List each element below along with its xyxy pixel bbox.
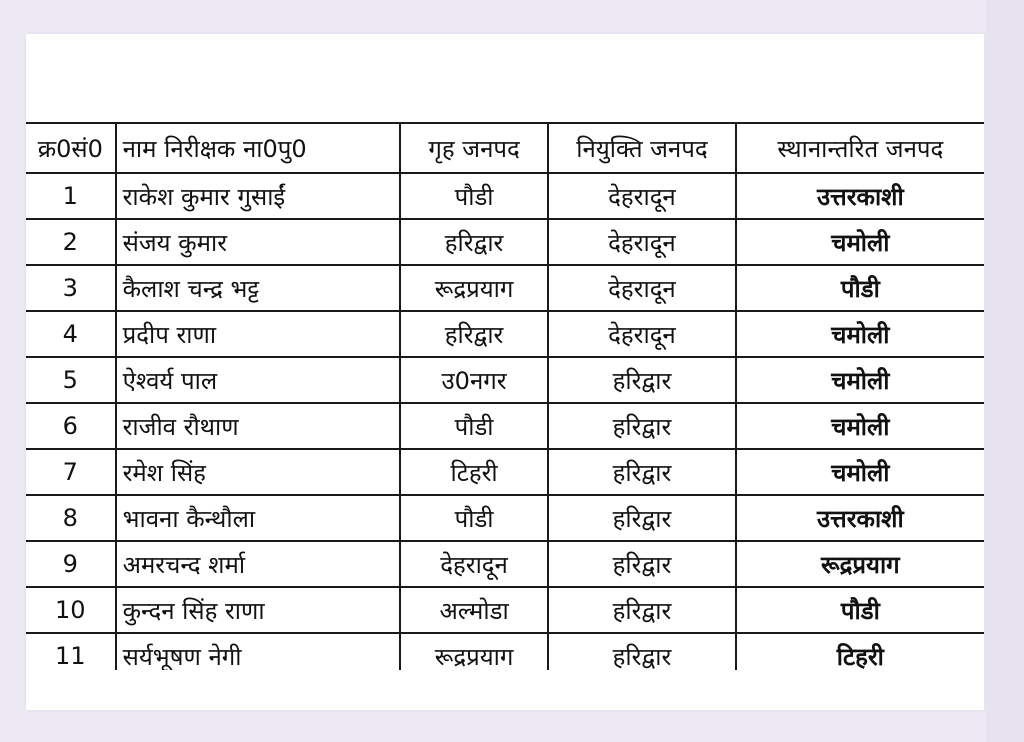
background-strip [986,0,1024,742]
table-row [26,495,984,541]
table-row [26,311,984,357]
cell-transfer-district: उत्तरकाशी [736,173,984,219]
cell-transfer-district: टिहरी [736,633,984,670]
cell-serial-number: 11 [26,633,116,670]
table-row [26,587,984,633]
cell-inspector-name: रमेश सिंह [116,449,400,495]
cell-inspector-name: राजीव रौथाण [116,403,400,449]
cell-serial-number: 3 [26,265,116,311]
cell-serial-number: 2 [26,219,116,265]
header-posting-district: नियुक्ति जनपद [548,123,735,173]
table-header-row [26,123,984,173]
header-transfer-district: स्थानान्तरित जनपद [736,123,984,173]
table-row [26,633,984,670]
document-page [26,34,984,710]
cell-serial-number: 9 [26,541,116,587]
table-row [26,357,984,403]
cell-home-district: अल्मोडा [400,587,548,633]
cell-transfer-district: पौडी [736,265,984,311]
cell-home-district: उ0नगर [400,357,548,403]
cell-inspector-name: ऐश्वर्य पाल [116,357,400,403]
cell-home-district: पौडी [400,403,548,449]
table-row [26,449,984,495]
cell-inspector-name: प्रदीप राणा [116,311,400,357]
cell-posting-district: हरिद्वार [548,541,735,587]
cell-serial-number: 7 [26,449,116,495]
transfer-table [26,122,984,670]
cell-inspector-name: संजय कुमार [116,219,400,265]
cell-home-district: रूद्रप्रयाग [400,633,548,670]
cell-home-district: टिहरी [400,449,548,495]
cell-posting-district: हरिद्वार [548,449,735,495]
cell-serial-number: 10 [26,587,116,633]
table-row [26,541,984,587]
cell-posting-district: देहरादून [548,173,735,219]
cell-home-district: पौडी [400,495,548,541]
cell-transfer-district: चमोली [736,403,984,449]
cell-home-district: पौडी [400,173,548,219]
cell-inspector-name: कैलाश चन्द्र भट्ट [116,265,400,311]
cell-serial-number: 5 [26,357,116,403]
cell-serial-number: 1 [26,173,116,219]
cell-transfer-district: पौडी [736,587,984,633]
transfer-table-container [26,122,984,670]
cell-posting-district: हरिद्वार [548,495,735,541]
cell-inspector-name: सर्यभूषण नेगी [116,633,400,670]
table-row [26,219,984,265]
cell-home-district: देहरादून [400,541,548,587]
cell-serial-number: 8 [26,495,116,541]
table-row [26,403,984,449]
table-row [26,173,984,219]
cell-serial-number: 4 [26,311,116,357]
header-home-district: गृह जनपद [400,123,548,173]
cell-transfer-district: उत्तरकाशी [736,495,984,541]
cell-posting-district: हरिद्वार [548,633,735,670]
cell-inspector-name: भावना कैन्थौला [116,495,400,541]
cell-inspector-name: राकेश कुमार गुसाईं [116,173,400,219]
cell-inspector-name: कुन्दन सिंह राणा [116,587,400,633]
cell-serial-number: 6 [26,403,116,449]
cell-posting-district: हरिद्वार [548,587,735,633]
cell-posting-district: देहरादून [548,219,735,265]
cell-transfer-district: रूद्रप्रयाग [736,541,984,587]
cell-transfer-district: चमोली [736,449,984,495]
header-inspector-name: नाम निरीक्षक ना0पु0 [116,123,400,173]
cell-home-district: हरिद्वार [400,219,548,265]
cell-posting-district: देहरादून [548,265,735,311]
cell-inspector-name: अमरचन्द शर्मा [116,541,400,587]
table-row [26,265,984,311]
cell-posting-district: देहरादून [548,311,735,357]
cell-transfer-district: चमोली [736,219,984,265]
header-serial-number: क्र0सं0 [26,123,116,173]
cell-posting-district: हरिद्वार [548,357,735,403]
cell-posting-district: हरिद्वार [548,403,735,449]
cell-transfer-district: चमोली [736,357,984,403]
cell-home-district: हरिद्वार [400,311,548,357]
cell-transfer-district: चमोली [736,311,984,357]
cell-home-district: रूद्रप्रयाग [400,265,548,311]
